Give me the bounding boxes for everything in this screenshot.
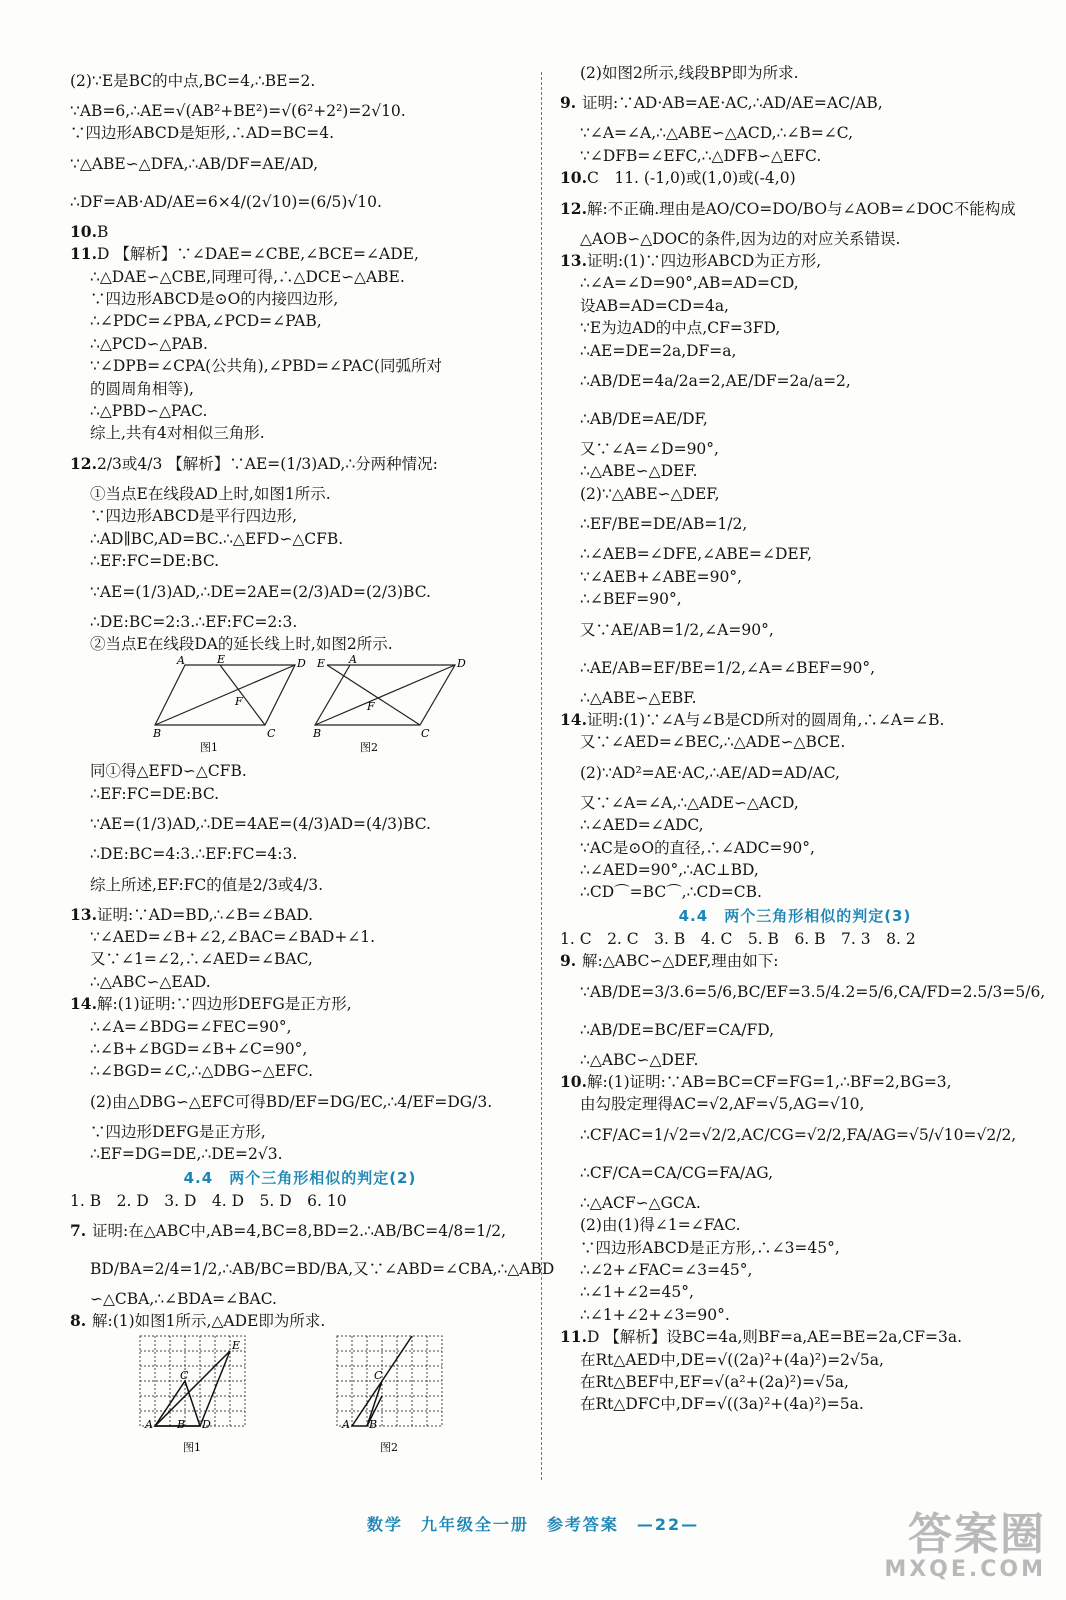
answer-text: ∴CF/AC=1/√2=√2/2,AC/CG=√2/2,FA/AG=√5/√10=√2/2, (580, 1125, 1017, 1144)
answer-text: ∴CF/CA=CA/CG=FA/AG, (580, 1163, 774, 1182)
g2-label-A: A (342, 1417, 350, 1431)
answer-line (560, 190, 1030, 228)
answer-text: ∴AB/DE=4a/2a=2,AE/DF=2a/a=2, (580, 372, 851, 391)
answer-text: ∵E为边AD的中点,CF=3FD, (580, 319, 781, 338)
answer-text: △AOB∽△DOC的条件,因为边的对应关系错误. (580, 229, 901, 248)
answer-line (560, 649, 1030, 687)
answer-text: ∵∠AEB+∠ABE=90°, (580, 567, 743, 586)
answer-text: ∵AC是⊙O的直径,∴∠ADC=90°, (580, 838, 815, 857)
answer-text: 设AB=AD=CD=4a, (580, 296, 729, 315)
grid-figures (70, 1333, 530, 1463)
fig1-caption: 图1 (200, 741, 218, 755)
question-number: 7. (70, 1221, 87, 1240)
answer-line (70, 971, 530, 993)
question-number: 14. (70, 994, 97, 1014)
answer-text: ∴∠BGD=∠C,∴△DBG∽△EFC. (90, 1062, 314, 1081)
answer-text: ∴△PBD∽△PAC. (90, 402, 208, 421)
answer-text: C 11. (-1,0)或(1,0)或(-4,0) (586, 169, 796, 188)
answer-line (560, 566, 1030, 588)
answer-text: ∴AB/DE=AE/DF, (580, 410, 708, 429)
question-number: 12. (560, 198, 587, 218)
answer-text: ∵∠A=∠A,∴△ABE∽△ACD,∴∠B=∠C, (580, 124, 854, 143)
fig2-label-A: A (349, 653, 357, 667)
answer-line (70, 528, 530, 550)
answer-line (70, 505, 530, 527)
answer-line (560, 1326, 1030, 1348)
answer-text: 由勾股定理得AC=√2,AF=√5,AG=√10, (580, 1095, 865, 1114)
answer-text: 证明:∵AD=BD,∴∠B=∠BAD. (96, 905, 314, 924)
g1-label-C: C (180, 1368, 189, 1382)
answer-line (560, 859, 1030, 881)
answer-line (70, 1250, 555, 1288)
question-number: 9. (560, 93, 577, 113)
answer-line (560, 1116, 1030, 1154)
answer-line (560, 505, 1030, 543)
answer-line (70, 266, 530, 288)
answer-line (70, 243, 530, 265)
answer-line (560, 1281, 1030, 1303)
answer-line (560, 1349, 1030, 1371)
answer-line (70, 288, 530, 310)
fig1-label-B: B (153, 727, 162, 741)
answer-line (70, 1060, 530, 1082)
answer-text: (2)由(1)得∠1=∠FAC. (580, 1216, 741, 1235)
figure-1 (155, 655, 305, 755)
answer-text: 2/3或4/3 【解析】∵AE=(1/3)AD,∴分两种情况: (96, 454, 438, 473)
answer-line (70, 62, 530, 100)
answer-text: BD/BA=2/4=1/2,∴AB/BC=BD/BA,又∵∠ABD=∠CBA,∴△ABD (90, 1260, 555, 1278)
answer-text: 的圆周角相等), (90, 379, 194, 398)
fig2-label-D: D (457, 657, 466, 671)
answer-line (70, 483, 530, 505)
answer-text: ∴AD∥BC,AD=BC.∴△EFD∽△CFB. (90, 529, 344, 548)
answer-text: 又∵∠1=∠2,∴∠AED=∠BAC, (90, 950, 313, 969)
answer-text: 又∵∠A=∠D=90°, (580, 440, 719, 459)
answer-text: ∽△CBA,∴∠BDA=∠BAC. (90, 1290, 277, 1308)
answer-text: ∵AB/DE=3/3.6=5/6,BC/EF=3.5/4.2=5/6,CA/FD=2.5/3=5/6, (580, 982, 1046, 1001)
answer-line (70, 1190, 530, 1212)
answer-line (70, 948, 530, 970)
question-number: 10. (560, 1071, 587, 1091)
answer-text: 解:(1)如图1所示,△ADE即为所求. (92, 1312, 326, 1331)
answer-text: (2)由△DBG∽△EFC可得BD/EF=DG/EC,∴4/EF=DG/3. (90, 1092, 493, 1111)
answer-text: ∵∠DFB=∠EFC,∴△DFB∽△EFC. (580, 146, 822, 165)
answer-line (70, 1143, 530, 1165)
answer-text: ∴∠A=∠BDG=∠FEC=90°, (90, 1017, 292, 1036)
answer-line (70, 993, 530, 1015)
answer-text: 解:△ABC∽△DEF,理由如下: (582, 952, 779, 971)
answer-text: ∴△ABC∽△DEF. (580, 1050, 699, 1069)
answer-line (70, 445, 530, 483)
fig2-label-E: E (317, 657, 326, 671)
answer-line (70, 1038, 530, 1060)
answer-text: ∴∠PDC=∠PBA,∠PCD=∠PAB, (90, 312, 322, 331)
answer-text: ∴∠1+∠2+∠3=90°. (580, 1305, 730, 1324)
g2-caption: 图2 (380, 1440, 398, 1454)
answer-line (560, 1093, 1030, 1115)
answer-line (560, 687, 1030, 709)
answer-text: 证明:(1)∵四边形ABCD为正方形, (586, 252, 822, 271)
g1-label-D: D (202, 1417, 211, 1431)
answer-line (70, 611, 530, 633)
answer-line (70, 1121, 530, 1143)
answer-line (560, 1071, 1030, 1093)
answer-line (70, 1310, 530, 1332)
answer-text: 同①得△EFD∽△CFB. (90, 762, 247, 781)
answer-line (560, 928, 1030, 950)
answer-line (560, 881, 1030, 903)
answer-text: D 【解析】设BC=4a,则BF=a,AE=BE=2a,CF=3a. (586, 1328, 963, 1347)
answer-text: ∴DE:BC=2:3.∴EF:FC=2:3. (90, 612, 298, 631)
answer-text: ∴∠AED=∠ADC, (580, 816, 704, 835)
answer-text: ②当点E在线段DA的延长线上时,如图2所示. (90, 634, 393, 653)
answer-line (560, 483, 1030, 505)
answer-line (560, 731, 1030, 753)
answer-line (560, 1259, 1030, 1281)
answer-line (560, 250, 1030, 272)
answer-line (560, 973, 1046, 1011)
figure-2 (315, 655, 465, 755)
question-number: 14. (560, 709, 587, 729)
answer-text: ∴∠B+∠BGD=∠B+∠C=90°, (90, 1039, 308, 1058)
answer-text: 证明:∵AD·AB=AE·AC,∴AD/AE=AC/AB, (582, 94, 883, 113)
answer-text: ①当点E在线段AD上时,如图1所示. (90, 484, 331, 503)
question-number: 10. (70, 221, 97, 241)
answer-line (560, 84, 1030, 122)
answer-text: ∴∠1+∠2=45°, (580, 1283, 694, 1302)
question-number: 8. (70, 1311, 87, 1331)
page-footer: 数学 九年级全一册 参考答案 —22— (366, 1515, 700, 1534)
fig1-label-C: C (267, 727, 276, 741)
answer-text: ∴△DAE∽△CBE,同理可得,∴△DCE∽△ABE. (90, 267, 405, 286)
answer-text: ∴△ACF∽△GCA. (580, 1193, 701, 1212)
answer-text: ∴AE/AB=EF/BE=1/2,∠A=∠BEF=90°, (580, 658, 876, 677)
answer-text: ∴EF:FC=DE:BC. (90, 784, 220, 803)
answer-line (560, 272, 1030, 294)
answer-text: ∵AE=(1/3)AD,∴DE=4AE=(4/3)AD=(4/3)BC. (90, 815, 431, 834)
left-answer-lines (70, 62, 530, 655)
column-divider (541, 72, 542, 1480)
g1-label-B: B (177, 1417, 186, 1431)
answer-line (560, 611, 1030, 649)
answer-text: ∵四边形ABCD是正方形,∴∠3=45°, (580, 1238, 840, 1257)
g1-label-A: A (145, 1417, 153, 1431)
fig1-label-F: F (235, 695, 243, 709)
answer-text: 又∵AE/AB=1/2,∠A=90°, (580, 620, 774, 639)
answer-line (70, 805, 530, 843)
answer-text: 解:(1)证明:∵四边形DEFG是正方形, (96, 995, 352, 1014)
answer-line (70, 1016, 530, 1038)
parallelogram-figures (70, 655, 530, 760)
answer-line (70, 760, 530, 782)
answer-line (560, 543, 1030, 565)
answer-line (560, 754, 1030, 792)
answer-text: 又∵∠A=∠A,∴△ADE∽△ACD, (580, 793, 799, 812)
answer-line (70, 904, 530, 926)
answer-text: ∴DF=AB·AD/AE=6×4/(2√10)=(6/5)√10. (70, 192, 382, 211)
answer-line (560, 588, 1030, 610)
answer-line (70, 378, 530, 400)
answer-text: ∵四边形ABCD是平行四边形, (90, 507, 298, 526)
question-number: 9. (560, 951, 577, 971)
answer-line (70, 550, 530, 572)
answer-line (560, 295, 1030, 317)
answer-line (560, 1304, 1030, 1326)
answer-line (560, 1371, 1030, 1393)
answer-text: ∵∠AED=∠B+∠2,∠BAC=∠BAD+∠1. (90, 927, 376, 946)
answer-text: 又∵∠AED=∠BEC,∴△ADE∽△BCE. (580, 733, 846, 752)
answer-text: 在Rt△DFC中,DF=√((3a)²+(4a)²)=5a. (580, 1395, 864, 1414)
answer-text: (2)∵△ABE∽△DEF, (580, 484, 720, 503)
answer-text: 综上,共有4对相似三角形. (90, 424, 265, 443)
answer-text: 证明:(1)∵∠A与∠B是CD所对的圆周角,∴∠A=∠B. (586, 710, 945, 729)
answer-line (70, 310, 530, 332)
section-heading-2: 4.4 两个三角形相似的判定(2) (183, 1168, 417, 1187)
answer-line (70, 573, 530, 611)
answer-text: B (96, 222, 109, 241)
answer-text: (2)∵AD²=AE·AC,∴AE/AD=AD/AC, (580, 763, 840, 782)
answer-line (70, 422, 530, 444)
answer-line (70, 1288, 530, 1310)
answer-text: 1. C 2. C 3. B 4. C 5. B 6. B 7. 3 8. 2 (560, 929, 916, 948)
answer-line (560, 1049, 1030, 1071)
answer-line (560, 792, 1030, 814)
answer-text: (2)∵E是BC的中点,BC=4,∴BE=2. (70, 72, 316, 90)
answer-text: ∴△ABE∽△DEF. (580, 462, 698, 481)
right-column (560, 62, 1046, 1416)
answer-line (560, 1154, 1030, 1192)
answer-text: (2)如图2所示,线段BP即为所求. (580, 64, 799, 82)
answer-text: ∴∠BEF=90°, (580, 590, 682, 609)
answer-line (560, 122, 1030, 144)
answer-line (560, 837, 1030, 859)
answer-text: 解:(1)证明:∵AB=BC=CF=FG=1,∴BF=2,BG=3, (586, 1072, 952, 1091)
left-column (70, 62, 555, 1463)
answer-text: 综上所述,EF:FC的值是2/3或4/3. (90, 875, 324, 894)
question-number: 10. (560, 168, 587, 188)
answer-line (70, 1083, 530, 1121)
answer-text: ∵AE=(1/3)AD,∴DE=2AE=(2/3)AD=(2/3)BC. (90, 582, 431, 601)
answer-line (560, 950, 1030, 972)
answer-line (560, 438, 1030, 460)
answer-line (560, 1192, 1030, 1214)
left-answer-lines-3 (70, 1190, 555, 1333)
answer-text: 1. B 2. D 3. D 4. D 5. D 6. 10 (70, 1191, 347, 1210)
answer-line (560, 400, 1030, 438)
answer-line (70, 183, 530, 221)
answer-line (70, 122, 530, 144)
answer-line (560, 814, 1030, 836)
answer-text: ∵△ABE∽△DFA,∴AB/DF=AE/AD, (70, 154, 319, 173)
answer-line (70, 783, 530, 805)
answer-line (560, 317, 1030, 339)
answer-text: ∴EF=DG=DE,∴DE=2√3. (90, 1145, 283, 1164)
fig2-label-F: F (367, 700, 375, 714)
answer-text: 证明:在△ABC中,AB=4,BC=8,BD=2.∴AB/BC=4/8=1/2, (92, 1222, 507, 1240)
watermark-text: 答案圈 (908, 1509, 1046, 1560)
right-answer-lines-2 (560, 928, 1046, 1416)
answer-text: ∴∠A=∠D=90°,AB=AD=CD, (580, 274, 799, 293)
answer-line (560, 709, 1030, 731)
answer-text: ∴CD⌒=BC⌒,∴CD=CB. (580, 883, 762, 902)
answer-line (560, 228, 1030, 250)
fig1-label-E: E (217, 653, 226, 667)
answer-line (560, 167, 1030, 189)
answer-text: 在Rt△BEF中,EF=√(a²+(2a)²)=√5a, (580, 1373, 849, 1392)
answer-text: ∴△ABC∽△EAD. (90, 972, 211, 991)
watermark-url: MXQE.COM (884, 1557, 1046, 1582)
g2-label-B: B (369, 1417, 378, 1431)
answer-line (70, 926, 530, 948)
answer-text: ∴AE=DE=2a,DF=a, (580, 341, 737, 360)
answer-text: ∵四边形ABCD是矩形,∴AD=BC=4. (70, 124, 335, 143)
answer-line (70, 145, 530, 183)
answer-text: ∵∠DPB=∠CPA(公共角),∠PBD=∠PAC(同弧所对 (90, 357, 442, 376)
answer-text: ∴∠AEB=∠DFE,∠ABE=∠DEF, (580, 545, 813, 564)
right-answer-lines (560, 62, 1030, 904)
answer-text: ∴△ABE∽△EBF. (580, 688, 697, 707)
left-answer-lines-2 (70, 760, 530, 1165)
answer-text: ∴AB/DE=BC/EF=CA/FD, (580, 1020, 775, 1039)
answer-line (560, 1393, 1030, 1415)
answer-line (70, 100, 530, 122)
answer-line (70, 333, 530, 355)
answer-line (70, 843, 530, 865)
answer-text: ∴DE:BC=4:3.∴EF:FC=4:3. (90, 845, 298, 864)
answer-text: ∴∠2+∠FAC=∠3=45°, (580, 1261, 753, 1279)
answer-line (560, 340, 1030, 362)
answer-text: ∴∠AED=90°,∴AC⊥BD, (580, 860, 759, 879)
answer-line (70, 1212, 530, 1250)
answer-text: ∴EF/BE=DE/AB=1/2, (580, 515, 748, 534)
answer-line (70, 866, 530, 904)
fig2-caption: 图2 (360, 741, 378, 755)
watermark-logo (884, 1509, 1046, 1582)
answer-line (560, 460, 1030, 482)
question-number: 13. (70, 904, 97, 924)
answer-text: ∵AB=6,∴AE=√(AB²+BE²)=√(6²+2²)=2√10. (70, 102, 406, 120)
grid-figure-1 (135, 1333, 255, 1458)
g1-label-E: E (232, 1338, 241, 1352)
answer-text: ∴EF:FC=DE:BC. (90, 552, 220, 571)
answer-line (560, 1237, 1030, 1259)
answer-text: ∴△PCD∽△PAB. (90, 334, 208, 353)
fig1-label-D: D (297, 657, 306, 671)
question-number: 11. (560, 1327, 587, 1347)
answer-text: 在Rt△AED中,DE=√((2a)²+(4a)²)=2√5a, (580, 1350, 884, 1369)
answer-text: ∵四边形DEFG是正方形, (90, 1122, 266, 1141)
g2-label-C: C (374, 1368, 383, 1382)
answer-text: D 【解析】∵∠DAE=∠CBE,∠BCE=∠ADE, (96, 245, 419, 264)
answer-text: ∵四边形ABCD是⊙O的内接四边形, (90, 290, 339, 309)
answer-line (560, 1011, 1030, 1049)
question-number: 11. (70, 244, 97, 264)
answer-line (70, 221, 530, 243)
section-heading-3: 4.4 两个三角形相似的判定(3) (678, 906, 912, 925)
answer-line (70, 400, 530, 422)
answer-line (70, 355, 530, 377)
answer-line (560, 1214, 1030, 1236)
answer-line (560, 362, 1030, 400)
answer-text: 解:不正确.理由是AO/CO=DO/BO与∠AOB=∠DOC不能构成 (586, 199, 1016, 218)
question-number: 12. (70, 453, 97, 473)
fig1-label-A: A (177, 654, 185, 668)
fig2-label-C: C (421, 727, 430, 741)
grid-figure-2 (332, 1333, 452, 1458)
answer-line (70, 633, 530, 655)
answer-line (560, 62, 1030, 84)
question-number: 13. (560, 251, 587, 271)
fig2-label-B: B (313, 727, 322, 741)
g1-caption: 图1 (183, 1440, 201, 1454)
answer-line (560, 145, 1030, 167)
